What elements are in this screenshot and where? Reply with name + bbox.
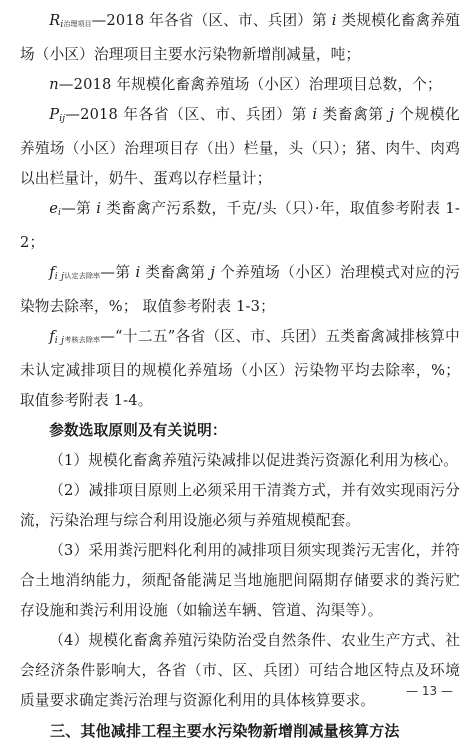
symbol-f2-label: 考核去除率 [64, 336, 101, 344]
def-p-text2: 类畜禽第 [317, 106, 390, 123]
def-f2-text: —“十二五”各省（区、市、兵团）五类畜禽减排核算中未认定减排项目的规模化养殖场（小区）污染物平均去除率，%；取值参考附表 1-4。 [20, 328, 460, 409]
def-f1-var-i: i [135, 264, 141, 281]
symbol-f1: f [49, 264, 55, 281]
def-f1-text3: 个养殖场（小区）治理模式对应的污染物去除率，%； 取值参考附表 1-3； [20, 264, 460, 315]
item-4: （4）规模化畜禽养殖污染防治受自然条件、农业生产方式、社会经济条件影响大，各省（市、区、兵团）可结合地区特点及环境质量要求确定粪污治理与资源化利用的具体核算要求。 [20, 632, 460, 709]
item-3: （3）采用粪污肥料化利用的减排项目须实现粪污无害化，并符合土地消纳能力，须配备能满足当地施肥间隔期存储要求的粪污贮存设施和粪污利用设施（如输送车辆、管道、沟渠等）。 [20, 542, 460, 619]
def-p [20, 100, 460, 194]
def-e-text1: —第 [61, 200, 97, 217]
def-f2 [20, 322, 460, 416]
symbol-f2-sub: i j [54, 336, 65, 346]
def-f1-text1: —第 [100, 264, 136, 281]
symbol-r-label: 治理项目 [63, 20, 92, 28]
def-r-text2: 类规模化畜禽养殖场（小区）治理项目主要水污染物新增削减量，吨； [20, 12, 460, 63]
def-f1-text2: 类畜禽第 [140, 264, 211, 281]
item-2: （2）减排项目原则上必须采用干清粪方式，并有效实现雨污分流，污染治理与综合利用设施必须与养殖规模配套。 [20, 482, 460, 529]
item-1: （1）规模化畜禽养殖污染减排以促进粪污资源化利用为核心。 [49, 452, 459, 469]
symbol-e-sub: i [58, 208, 62, 218]
def-e-text2: 类畜禽产污系数，千克/头（只）·年，取值参考附表 1-2； [20, 200, 460, 251]
def-e-var-i: i [96, 200, 102, 217]
symbol-e: e [49, 200, 59, 217]
document-page [20, 6, 460, 746]
symbol-p: P [49, 106, 60, 123]
def-r-text1: —2018 年各省（区、市、兵团）第 [91, 12, 332, 29]
symbol-p-sub: ij [59, 114, 66, 124]
symbol-f1-label: 认定去除率 [64, 272, 101, 280]
def-f1-var-j: j [210, 264, 216, 281]
def-n [20, 70, 460, 100]
section-title: 参数选取原则及有关说明： [49, 422, 227, 439]
symbol-n: n [49, 76, 59, 93]
heading-3: 三、其他减排工程主要水污染物新增削减量核算方法 [50, 722, 400, 740]
def-p-text1: —2018 年各省（区、市、兵团）第 [65, 106, 313, 123]
def-r [20, 6, 460, 70]
symbol-r-sub: i [60, 20, 64, 30]
def-p-var-i: i [312, 106, 318, 123]
def-p-var-j: j [389, 106, 394, 123]
symbol-r: R [49, 12, 61, 29]
symbol-f1-sub: i j [54, 272, 65, 282]
def-f1 [20, 258, 460, 322]
def-p-text3: 个规模化养殖场（小区）治理项目存（出）栏量，头（只）；猪、肉牛、肉鸡以出栏量计，奶牛、蛋鸡以存栏量计； [20, 106, 460, 187]
def-n-text: —2018 年规模化畜禽养殖场（小区）治理项目总数，个； [58, 76, 442, 93]
def-r-var-i: i [331, 12, 337, 29]
symbol-f2: f [49, 328, 55, 345]
page-number: — 13 — [406, 684, 453, 698]
def-e [20, 194, 460, 258]
